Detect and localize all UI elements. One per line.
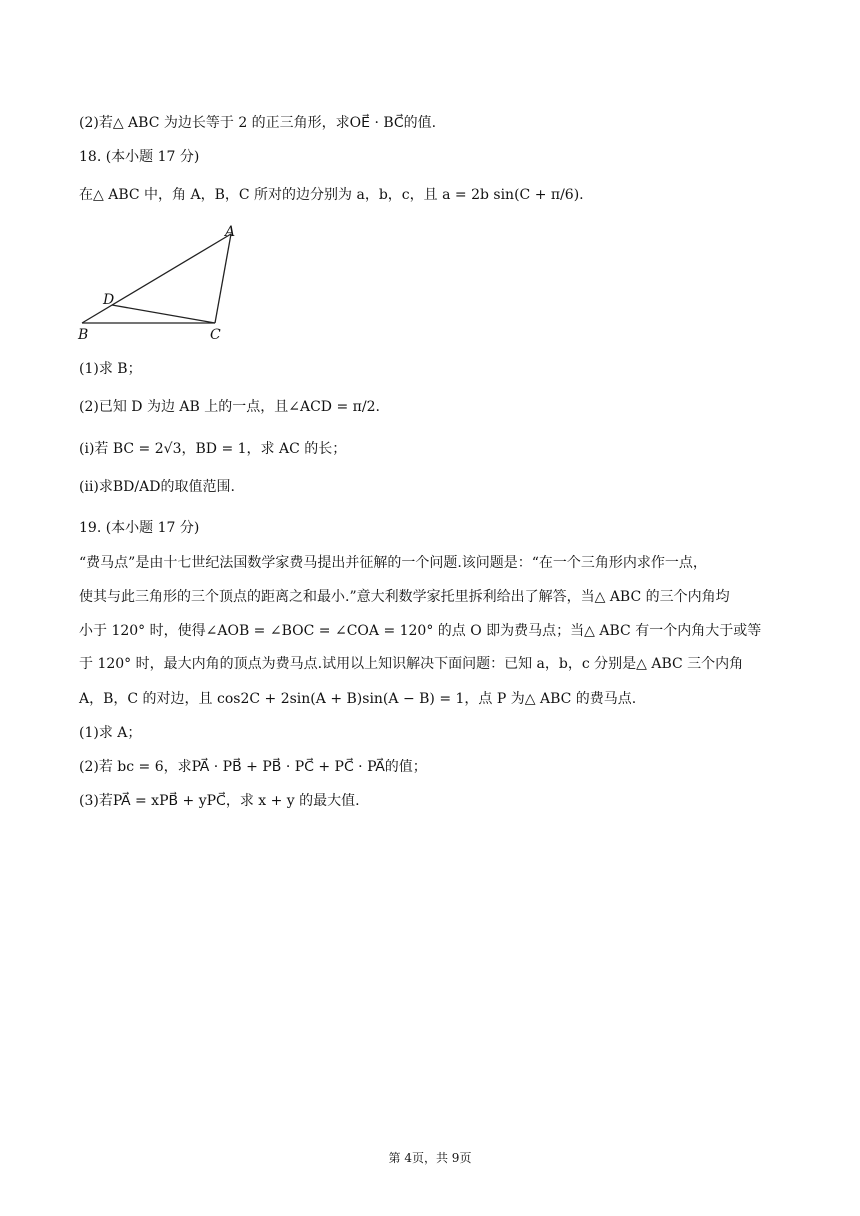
question-19-stem-line-3: 小于 120° 时，使得∠AOB = ∠BOC = ∠COA = 120° 的点 O 即为费马点；当△ ABC 有一个内角大于或等 — [79, 623, 762, 639]
label-B: B — [78, 327, 89, 343]
question-19-part-3: (3)若PA⃗ = xPB⃗ + yPC⃗，求 x + y 的最大值. — [79, 793, 360, 809]
label-A: A — [225, 224, 236, 240]
question-18-part-2: (2)已知 D 为边 AB 上的一点，且∠ACD = π/2. — [79, 399, 380, 415]
question-18-header: 18. (本小题 17 分) — [79, 149, 200, 165]
question-19-part-2: (2)若 bc = 6，求PA⃗ · PB⃗ + PB⃗ · PC⃗ + PC⃗ · PA⃗的值； — [79, 759, 427, 775]
label-D: D — [103, 292, 115, 308]
page-footer: 第 4页，共 9页 — [388, 1151, 472, 1165]
question-18-part-2-ii: (ⅱ)求BD/AD的取值范围. — [79, 479, 235, 495]
question-19-stem-line-1: “费马点”是由十七世纪法国数学家费马提出并征解的一个问题.该问题是：“在一个三角形内求作一点， — [79, 555, 707, 571]
question-19-stem-line-4: 于 120° 时，最大内角的顶点为费马点.试用以上知识解决下面问题：已知 a，b，c 分别是△ ABC 三个内角 — [79, 656, 744, 672]
question-18-part-2-i: (ⅰ)若 BC = 2√3，BD = 1，求 AC 的长； — [79, 441, 347, 457]
question-19-stem-line-2: 使其与此三角形的三个顶点的距离之和最小.”意大利数学家托里拆利给出了解答，当△ ABC 的三个内角均 — [79, 589, 730, 605]
question-19-part-1: (1)求 A； — [79, 725, 142, 741]
triangle-figure — [72, 222, 262, 347]
question-17-part-2: (2)若△ ABC 为边长等于 2 的正三角形，求OE⃗ · BC⃗的值. — [79, 115, 437, 131]
question-18-part-1: (1)求 B； — [79, 361, 142, 377]
label-C: C — [210, 327, 221, 343]
question-19-stem-line-5: A，B，C 的对边，且 cos2C + 2sin(A + B)sin(A − B) = 1，点 P 为△ ABC 的费马点. — [79, 691, 637, 707]
question-19-header: 19. (本小题 17 分) — [79, 520, 200, 536]
question-18-stem: 在△ ABC 中，角 A，B，C 所对的边分别为 a，b，c，且 a = 2b sin(C + π/6). — [79, 187, 584, 203]
